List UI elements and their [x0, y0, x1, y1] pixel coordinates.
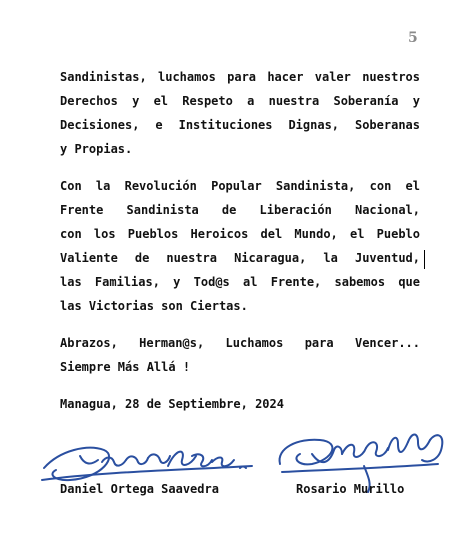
text-line: Managua, 28 de Septiembre, 2024: [60, 397, 284, 411]
text-cursor: [424, 250, 425, 269]
paragraph-closing: [60, 331, 420, 379]
text-line: Decisiones, e Instituciones Dignas, Soberanas: [60, 118, 420, 132]
letter-body: [60, 65, 420, 429]
text-line: las Familias, y Tod@s al Frente, sabemos que: [60, 275, 420, 289]
signer-name-right: Rosario Murillo: [296, 482, 405, 496]
place-date-line: [60, 392, 420, 416]
text-line: Valiente de nuestra Nicaragua, la Juventud,: [60, 251, 420, 265]
signature-daniel-ortega: [40, 426, 255, 486]
text-line: Derechos y el Respeto a nuestra Soberanía y: [60, 94, 420, 108]
page-number: 5: [408, 30, 418, 46]
text-line: las Victorias son Ciertas.: [60, 299, 248, 313]
text-line: Abrazos, Herman@s, Luchamos para Vencer...: [60, 336, 420, 350]
text-line: Con la Revolución Popular Sandinista, con el: [60, 179, 420, 193]
text-line: con los Pueblos Heroicos del Mundo, el Pueblo: [60, 227, 420, 241]
signer-name-left: Daniel Ortega Saavedra: [60, 482, 219, 496]
text-line: y Propias.: [60, 142, 133, 156]
text-line: Siempre Más Allá !: [60, 360, 191, 374]
signature-block: [0, 420, 476, 500]
paragraph-revolution: [60, 174, 420, 318]
text-line: Sandinistas, luchamos para hacer valer nuestros: [60, 70, 420, 84]
paragraph-sovereignty: [60, 65, 420, 161]
text-line: Frente Sandinista de Liberación Nacional,: [60, 203, 420, 217]
